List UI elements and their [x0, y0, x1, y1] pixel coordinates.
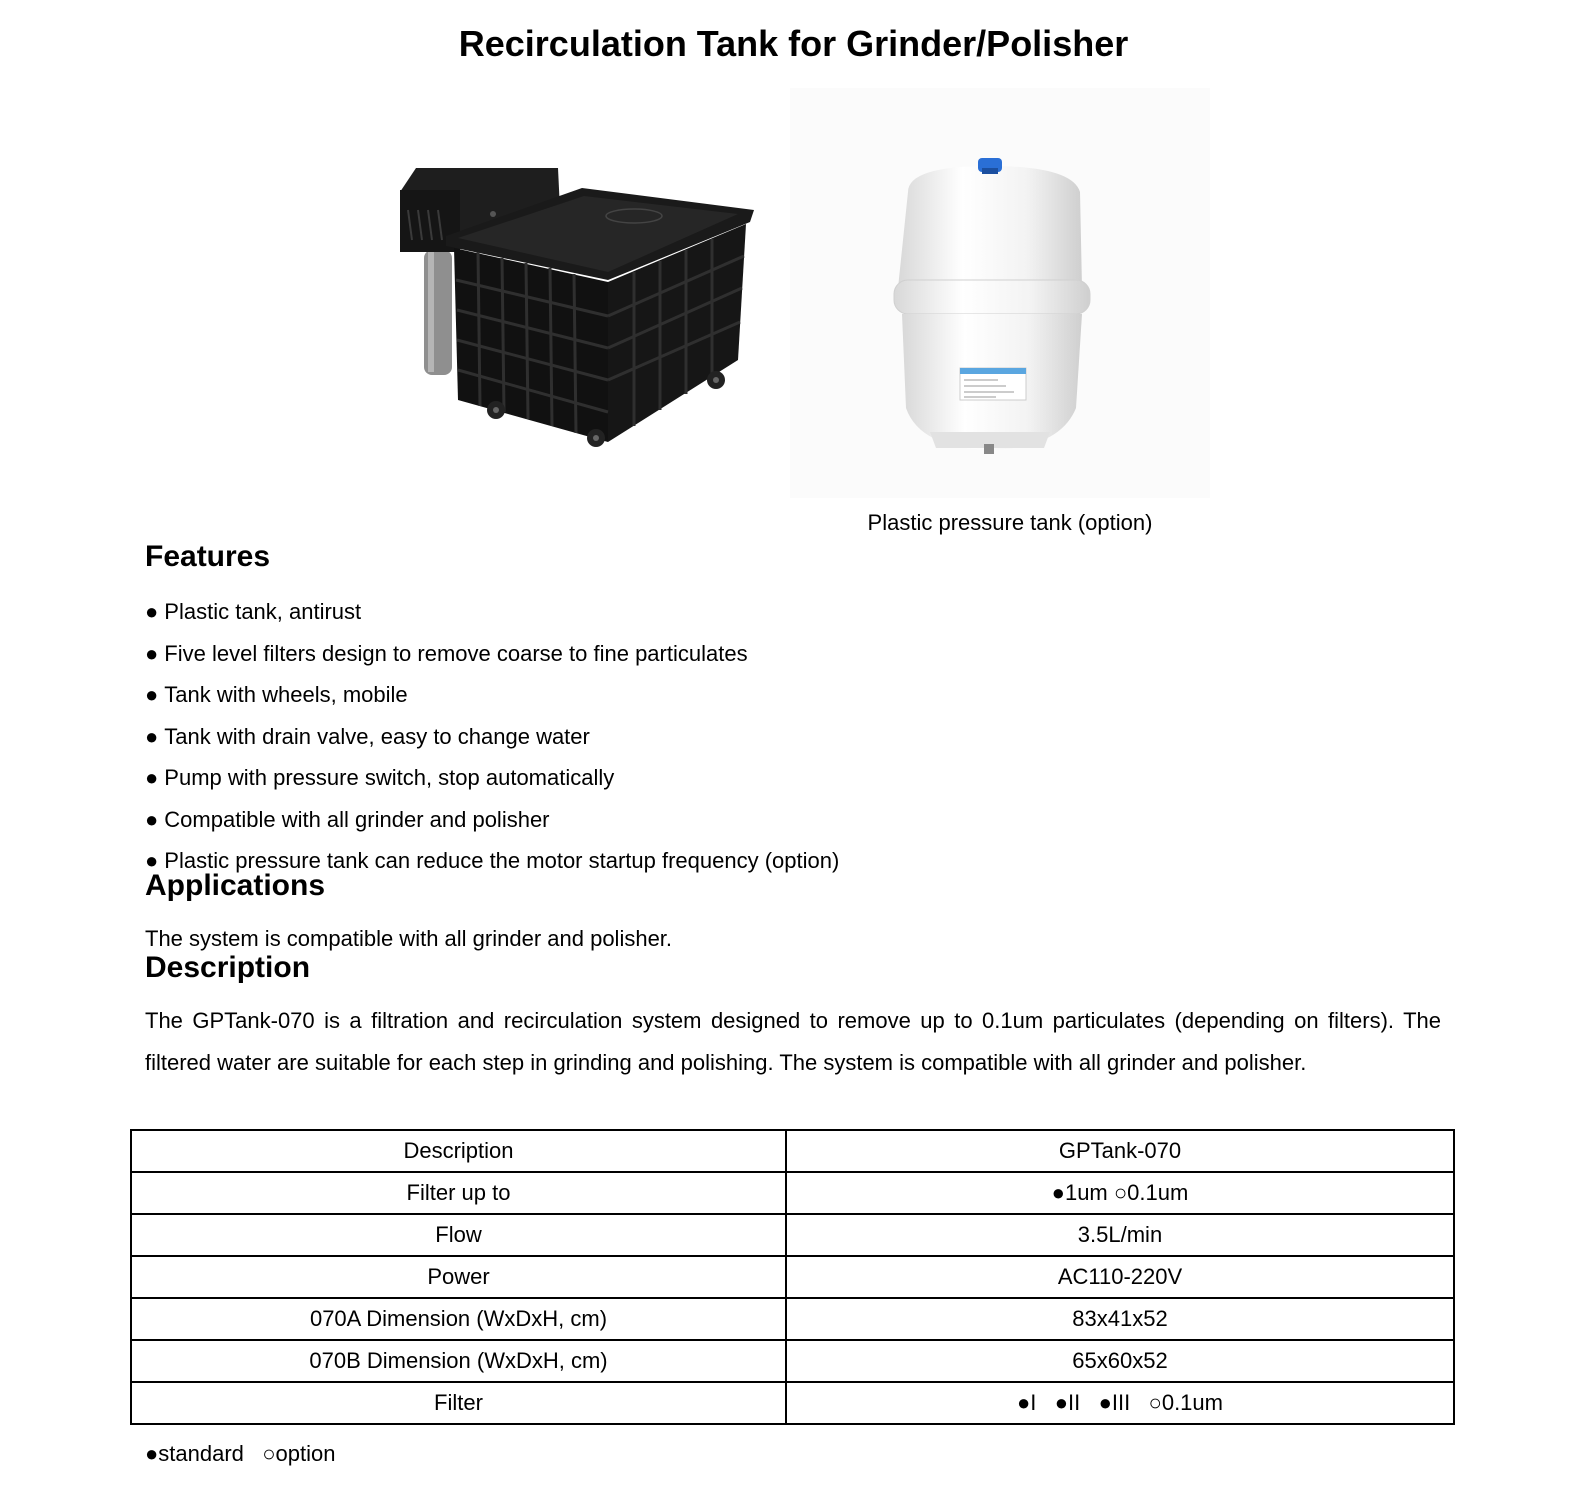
- spec-value: 65x60x52: [786, 1340, 1454, 1382]
- table-row: [131, 1298, 1454, 1340]
- spec-value: ●I ●II ●III ○0.1um: [786, 1382, 1454, 1424]
- bullet-icon: ●: [145, 640, 159, 666]
- table-row: [131, 1172, 1454, 1214]
- feature-item: ● Five level filters design to remove coarse to fine particulates: [145, 640, 748, 666]
- applications-heading: Applications: [145, 869, 326, 902]
- spec-label: Description: [131, 1130, 786, 1172]
- spec-value: AC110-220V: [786, 1256, 1454, 1298]
- feature-item: ● Plastic tank, antirust: [145, 599, 362, 624]
- recirculation-tank-image: [398, 160, 770, 460]
- bullet-icon: ●: [145, 806, 159, 832]
- bullet-icon: ●: [145, 765, 159, 790]
- feature-item: ● Pump with pressure switch, stop automatically: [145, 765, 615, 790]
- bullet-icon: ●: [145, 599, 159, 624]
- feature-item: ● Tank with wheels, mobile: [145, 682, 408, 707]
- page-title: Recirculation Tank for Grinder/Polisher: [458, 23, 1129, 64]
- feature-item: ● Tank with drain valve, easy to change water: [145, 723, 590, 749]
- bullet-icon: ●: [145, 848, 159, 873]
- table-row: [131, 1256, 1454, 1298]
- pressure-tank-caption: Plastic pressure tank (option): [867, 510, 1153, 535]
- table-row: [131, 1214, 1454, 1256]
- table-row: [131, 1340, 1454, 1382]
- spec-value: 83x41x52: [786, 1298, 1454, 1340]
- features-heading: Features: [145, 540, 271, 573]
- spec-label: 070A Dimension (WxDxH, cm): [131, 1298, 786, 1340]
- spec-label: Power: [131, 1256, 786, 1298]
- spec-value: ●1um ○0.1um: [786, 1172, 1454, 1214]
- features-list: [145, 591, 839, 882]
- spec-label: Flow: [131, 1214, 786, 1256]
- bullet-icon: ●: [145, 682, 159, 707]
- feature-item: ● Compatible with all grinder and polisher: [145, 806, 550, 832]
- spec-table: [130, 1129, 1455, 1425]
- description-text: The GPTank-070 is a filtration and recirculation system designed to remove up to 0.1um particulates (depending on filters). The filtered water are suitable for each step in grinding and polishing. The system is compatible with all grinder and polisher.: [145, 1008, 1441, 1075]
- spec-label: Filter up to: [131, 1172, 786, 1214]
- spec-label: Filter: [131, 1382, 786, 1424]
- spec-value: 3.5L/min: [786, 1214, 1454, 1256]
- description-heading: Description: [145, 951, 311, 984]
- spec-value: GPTank-070: [786, 1130, 1454, 1172]
- bullet-icon: ●: [145, 723, 159, 749]
- spec-label: 070B Dimension (WxDxH, cm): [131, 1340, 786, 1382]
- table-row: [131, 1382, 1454, 1424]
- feature-item: ● Plastic pressure tank can reduce the motor startup frequency (option): [145, 848, 840, 873]
- pressure-tank-image: [790, 88, 1210, 498]
- table-row: [131, 1130, 1454, 1172]
- applications-text: The system is compatible with all grinder and polisher.: [145, 926, 673, 951]
- table-legend: ●standard ○option: [145, 1441, 336, 1466]
